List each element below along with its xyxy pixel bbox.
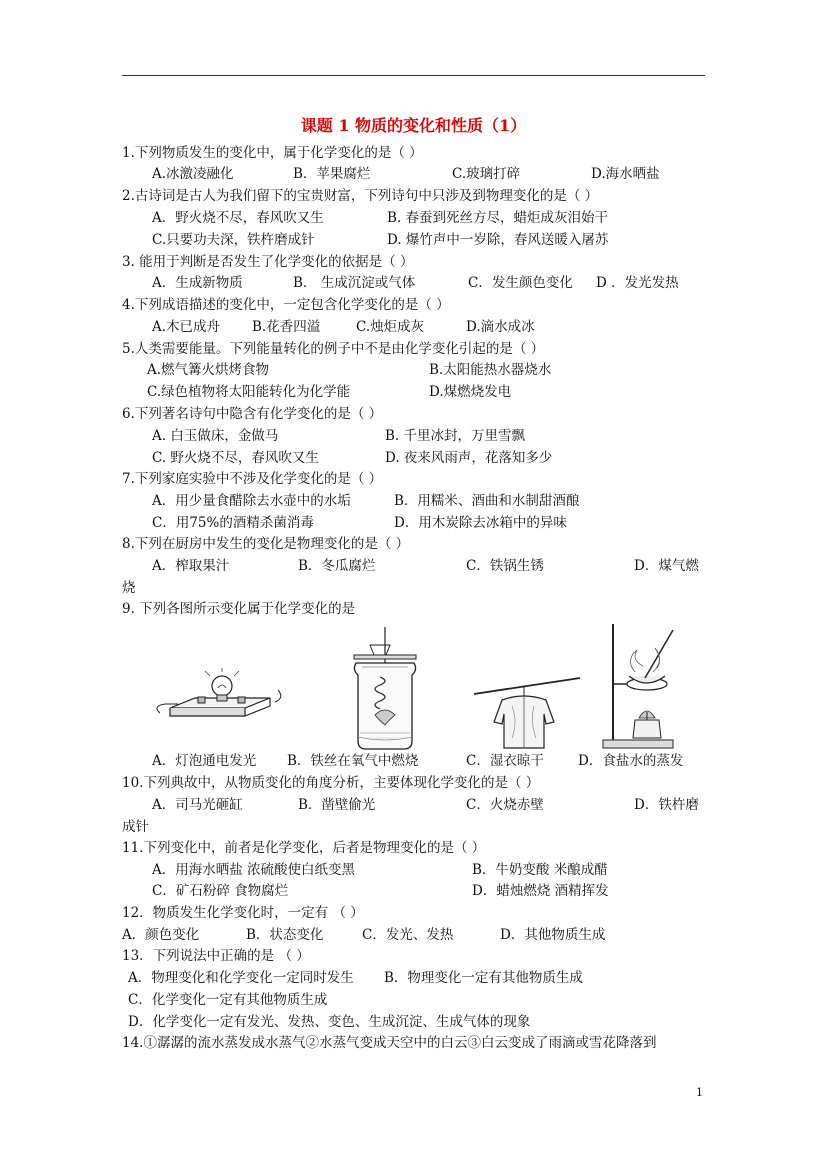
question-4-option-c: C.烛炬成灰 bbox=[356, 319, 425, 335]
question-11-option-d: D．蜡烛燃烧 酒精挥发 bbox=[472, 883, 609, 899]
question-3-option-b: B． 生成沉淀或气体 bbox=[293, 275, 416, 291]
question-13-option-c: C．化学变化一定有其他物质生成 bbox=[128, 992, 328, 1008]
question-6-option-a: A. 白玉做床，金做马 bbox=[152, 428, 279, 444]
question-4-option-d: D.滴水成冰 bbox=[466, 319, 535, 335]
question-2-option-a: A．野火烧不尽，春风吹又生 bbox=[152, 210, 324, 226]
question-8-option-b: B．冬瓜腐烂 bbox=[298, 558, 376, 574]
question-7-stem: 7.下列家庭实验中不涉及化学变化的是（ ） bbox=[122, 471, 383, 487]
question-13-option-b: B．物理变化一定有其他物质生成 bbox=[384, 970, 583, 986]
page-title: 课题 1 物质的变化和性质（1） bbox=[300, 116, 527, 135]
question-7-option-d: D．用木炭除去冰箱中的异味 bbox=[394, 515, 567, 531]
question-5-stem: 5.人类需要能量。下列能量转化的例子中不是由化学变化引起的是（ ） bbox=[122, 341, 545, 357]
question-9-option-c: C．湿衣晾干 bbox=[466, 753, 544, 769]
figure-evaporation bbox=[595, 620, 685, 752]
question-3-stem: 3. 能用于判断是否发生了化学变化的依据是（ ） bbox=[122, 254, 414, 270]
question-3-option-a: A．生成新物质 bbox=[152, 275, 243, 291]
question-8-stem: 8.下列在厨房中发生的变化是物理变化的是（ ） bbox=[122, 536, 410, 552]
question-2-option-b: B. 春蚕到死丝方尽，蜡炬成灰泪始干 bbox=[387, 210, 609, 226]
question-10-option-a: A．司马光砸缸 bbox=[152, 797, 243, 813]
figure-bulb-circuit bbox=[150, 668, 290, 748]
question-4-option-b: B.花香四溢 bbox=[252, 319, 321, 335]
question-11-option-b: B．牛奶变酸 米酿成醋 bbox=[472, 862, 608, 878]
question-10-option-c: C．火烧赤壁 bbox=[466, 797, 544, 813]
question-12-stem: 12．物质发生化学变化时，一定有 （ ） bbox=[122, 905, 364, 921]
question-6-option-b: B. 千里冰封，万里雪飘 bbox=[385, 428, 526, 444]
question-1-stem: 1.下列物质发生的变化中，属于化学变化的是（ ） bbox=[122, 145, 423, 161]
question-13-option-a: A．物理变化和化学变化一定同时发生 bbox=[128, 970, 354, 986]
question-1-option-c: C.玻璃打碎 bbox=[452, 166, 521, 182]
question-6-option-c: C. 野火烧不尽，春风吹又生 bbox=[152, 450, 319, 466]
question-12-option-b: B．状态变化 bbox=[246, 927, 324, 943]
question-1-option-b: B．苹果腐烂 bbox=[293, 166, 371, 182]
question-13-option-d: D．化学变化一定有发光、发热、变色、生成沉淀、生成气体的现象 bbox=[128, 1014, 531, 1030]
question-10-option-b: B．凿壁偷光 bbox=[298, 797, 376, 813]
question-8-option-a: A．榨取果汁 bbox=[152, 558, 230, 574]
question-1-option-a: A.冰激凌融化 bbox=[152, 166, 234, 182]
question-3-option-d: D ．发光发热 bbox=[596, 275, 679, 291]
question-11-option-a: A．用海水晒盐 浓硫酸使白纸变黑 bbox=[152, 862, 356, 878]
question-11-stem: 11.下列变化中，前者是化学变化，后者是物理变化的是（ ） bbox=[122, 840, 486, 856]
question-12-option-a: A．颜色变化 bbox=[122, 927, 200, 943]
question-11-option-c: C．矿石粉碎 食物腐烂 bbox=[152, 883, 289, 899]
question-12-option-d: D．其他物质生成 bbox=[500, 927, 606, 943]
question-7-option-b: B．用糯米、酒曲和水制甜酒酿 bbox=[394, 493, 580, 509]
question-4-stem: 4.下列成语描述的变化中，一定包含化学变化的是（ ） bbox=[122, 297, 450, 313]
header-rule bbox=[122, 75, 705, 76]
question-10-option-d-wrap: 成针 bbox=[122, 819, 149, 835]
question-2-option-d: D. 爆竹声中一岁除，春风送暖入屠苏 bbox=[387, 232, 609, 248]
page-number: 1 bbox=[696, 1086, 703, 1099]
question-2-option-c: C.只要功夫深，铁杵磨成针 bbox=[152, 232, 315, 248]
question-8-option-c: C．铁锅生锈 bbox=[466, 558, 544, 574]
question-13-stem: 13．下列说法中正确的是 （ ） bbox=[122, 948, 310, 964]
question-9-stem: 9. 下列各图所示变化属于化学变化的是 bbox=[122, 601, 356, 617]
question-14-stem: 14.①潺潺的流水蒸发成水蒸气②水蒸气变成天空中的白云③白云变成了雨滴或雪花降落到 bbox=[122, 1035, 657, 1051]
question-6-stem: 6.下列著名诗句中隐含有化学变化的是（ ） bbox=[122, 406, 383, 422]
question-5-option-c: C.绿色植物将太阳能转化为化学能 bbox=[147, 384, 351, 400]
question-1-option-d: D.海水晒盐 bbox=[591, 166, 660, 182]
question-2-stem: 2.古诗词是古人为我们留下的宝贵财富，下列诗句中只涉及到物理变化的是（ ） bbox=[122, 188, 599, 204]
question-7-option-a: A．用少量食醋除去水壶中的水垢 bbox=[152, 493, 351, 509]
question-10-stem: 10.下列典故中，从物质变化的角度分析，主要体现化学变化的是（ ） bbox=[122, 775, 540, 791]
figure-clothes-drying bbox=[472, 672, 582, 752]
question-9-option-b: B．铁丝在氧气中燃烧 bbox=[287, 753, 419, 769]
question-6-option-d: D. 夜来风雨声，花落知多少 bbox=[385, 450, 553, 466]
question-8-option-d: D．煤气燃 bbox=[634, 558, 699, 574]
question-5-option-d: D.煤燃烧发电 bbox=[429, 384, 512, 400]
question-10-option-d: D．铁杵磨 bbox=[634, 797, 699, 813]
question-5-option-a: A.燃气篝火烘烤食物 bbox=[147, 362, 270, 378]
question-4-option-a: A.木已成舟 bbox=[152, 319, 221, 335]
question-7-option-c: C．用75%的酒精杀菌消毒 bbox=[152, 515, 314, 531]
question-12-option-c: C．发光、发热 bbox=[362, 927, 454, 943]
question-3-option-c: C．发生颜色变化 bbox=[468, 275, 573, 291]
question-5-option-b: B.太阳能热水器烧水 bbox=[429, 362, 552, 378]
question-9-option-a: A．灯泡通电发光 bbox=[152, 753, 257, 769]
question-9-option-d: D．食盐水的蒸发 bbox=[578, 753, 684, 769]
question-8-option-d-wrap: 烧 bbox=[122, 580, 136, 596]
figure-iron-wire-oxygen bbox=[340, 625, 430, 753]
